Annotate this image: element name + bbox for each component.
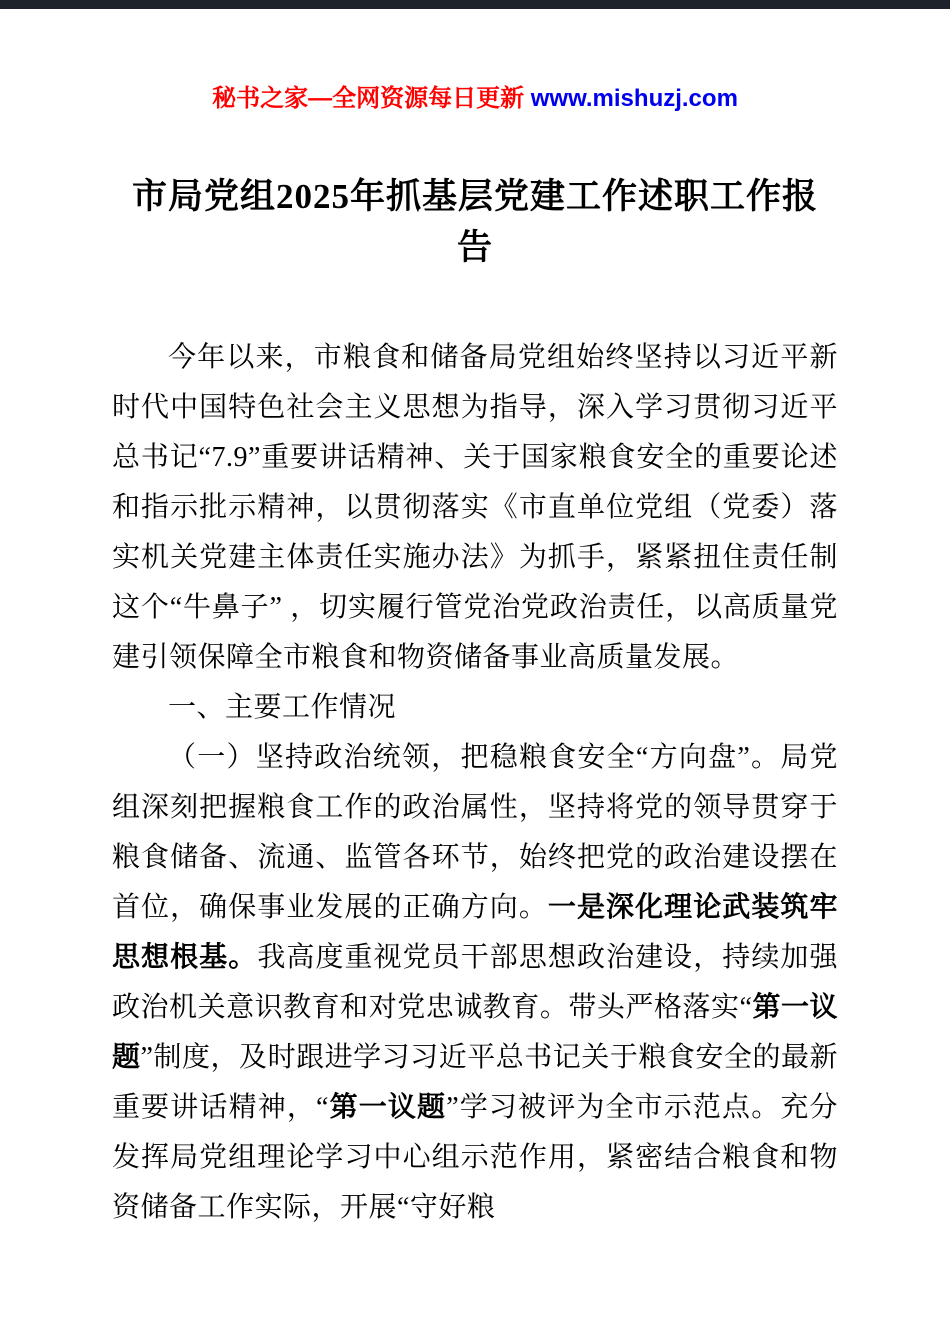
- bold-text-run: 第一议题: [112, 992, 838, 1074]
- bold-text-run: 第一议题: [328, 1092, 447, 1124]
- site-url-link[interactable]: www.mishuzj.com: [530, 85, 738, 112]
- window-top-edge: [0, 0, 950, 9]
- site-tagline: —全网资源每日更新: [308, 85, 531, 112]
- text-run: 我高度重视党员干部思想政治建设，持续加强政治机关意识教育和对党忠诚教育。带头严格落实“: [112, 942, 838, 1024]
- paragraph: [112, 733, 838, 1233]
- text-run: ”学习被评为全市示范点。充分发挥局党组理论学习中心组示范作用，紧密结合粮食和物资储备工作实际，开展“守好粮: [112, 1092, 838, 1224]
- bold-text-run: 一是深化理论武装筑牢思想根基。: [112, 892, 838, 974]
- site-name: 秘书之家: [212, 85, 309, 112]
- paragraph: [112, 683, 838, 733]
- text-run: （一）坚持政治统领，把稳粮食安全“方向盘”。局党组深刻把握粮食工作的政治属性，坚持将党的领导贯穿于粮食储备、流通、监管各环节，始终把党的政治建设摆在首位，确保事业发展的正确方向。: [112, 742, 838, 924]
- site-header: [112, 9, 838, 114]
- document-page: [0, 9, 950, 1293]
- paragraph: [112, 333, 838, 683]
- text-run: ”制度，及时跟进学习习近平总书记关于粮食安全的最新重要讲话精神，“: [112, 1042, 838, 1124]
- text-run: 一、主要工作情况: [168, 692, 397, 724]
- document-title: 市局党组2025年抓基层党建工作述职工作报告: [131, 176, 818, 267]
- document-body: [112, 333, 838, 1233]
- text-run: 今年以来，市粮食和储备局党组始终坚持以习近平新时代中国特色社会主义思想为指导，深入学习贯彻习近平总书记“7.9”重要讲话精神、关于国家粮食安全的重要论述和指示批示精神，以贯彻落实《市直单位党组（党委）落实机关党建主体责任实施办法》为抓手，紧紧扭住责任制这个“牛鼻子” ，切实履行管党治党政治责任，以高质量党建引领保障全市粮食和物资储备事业高质量发展。: [112, 342, 838, 674]
